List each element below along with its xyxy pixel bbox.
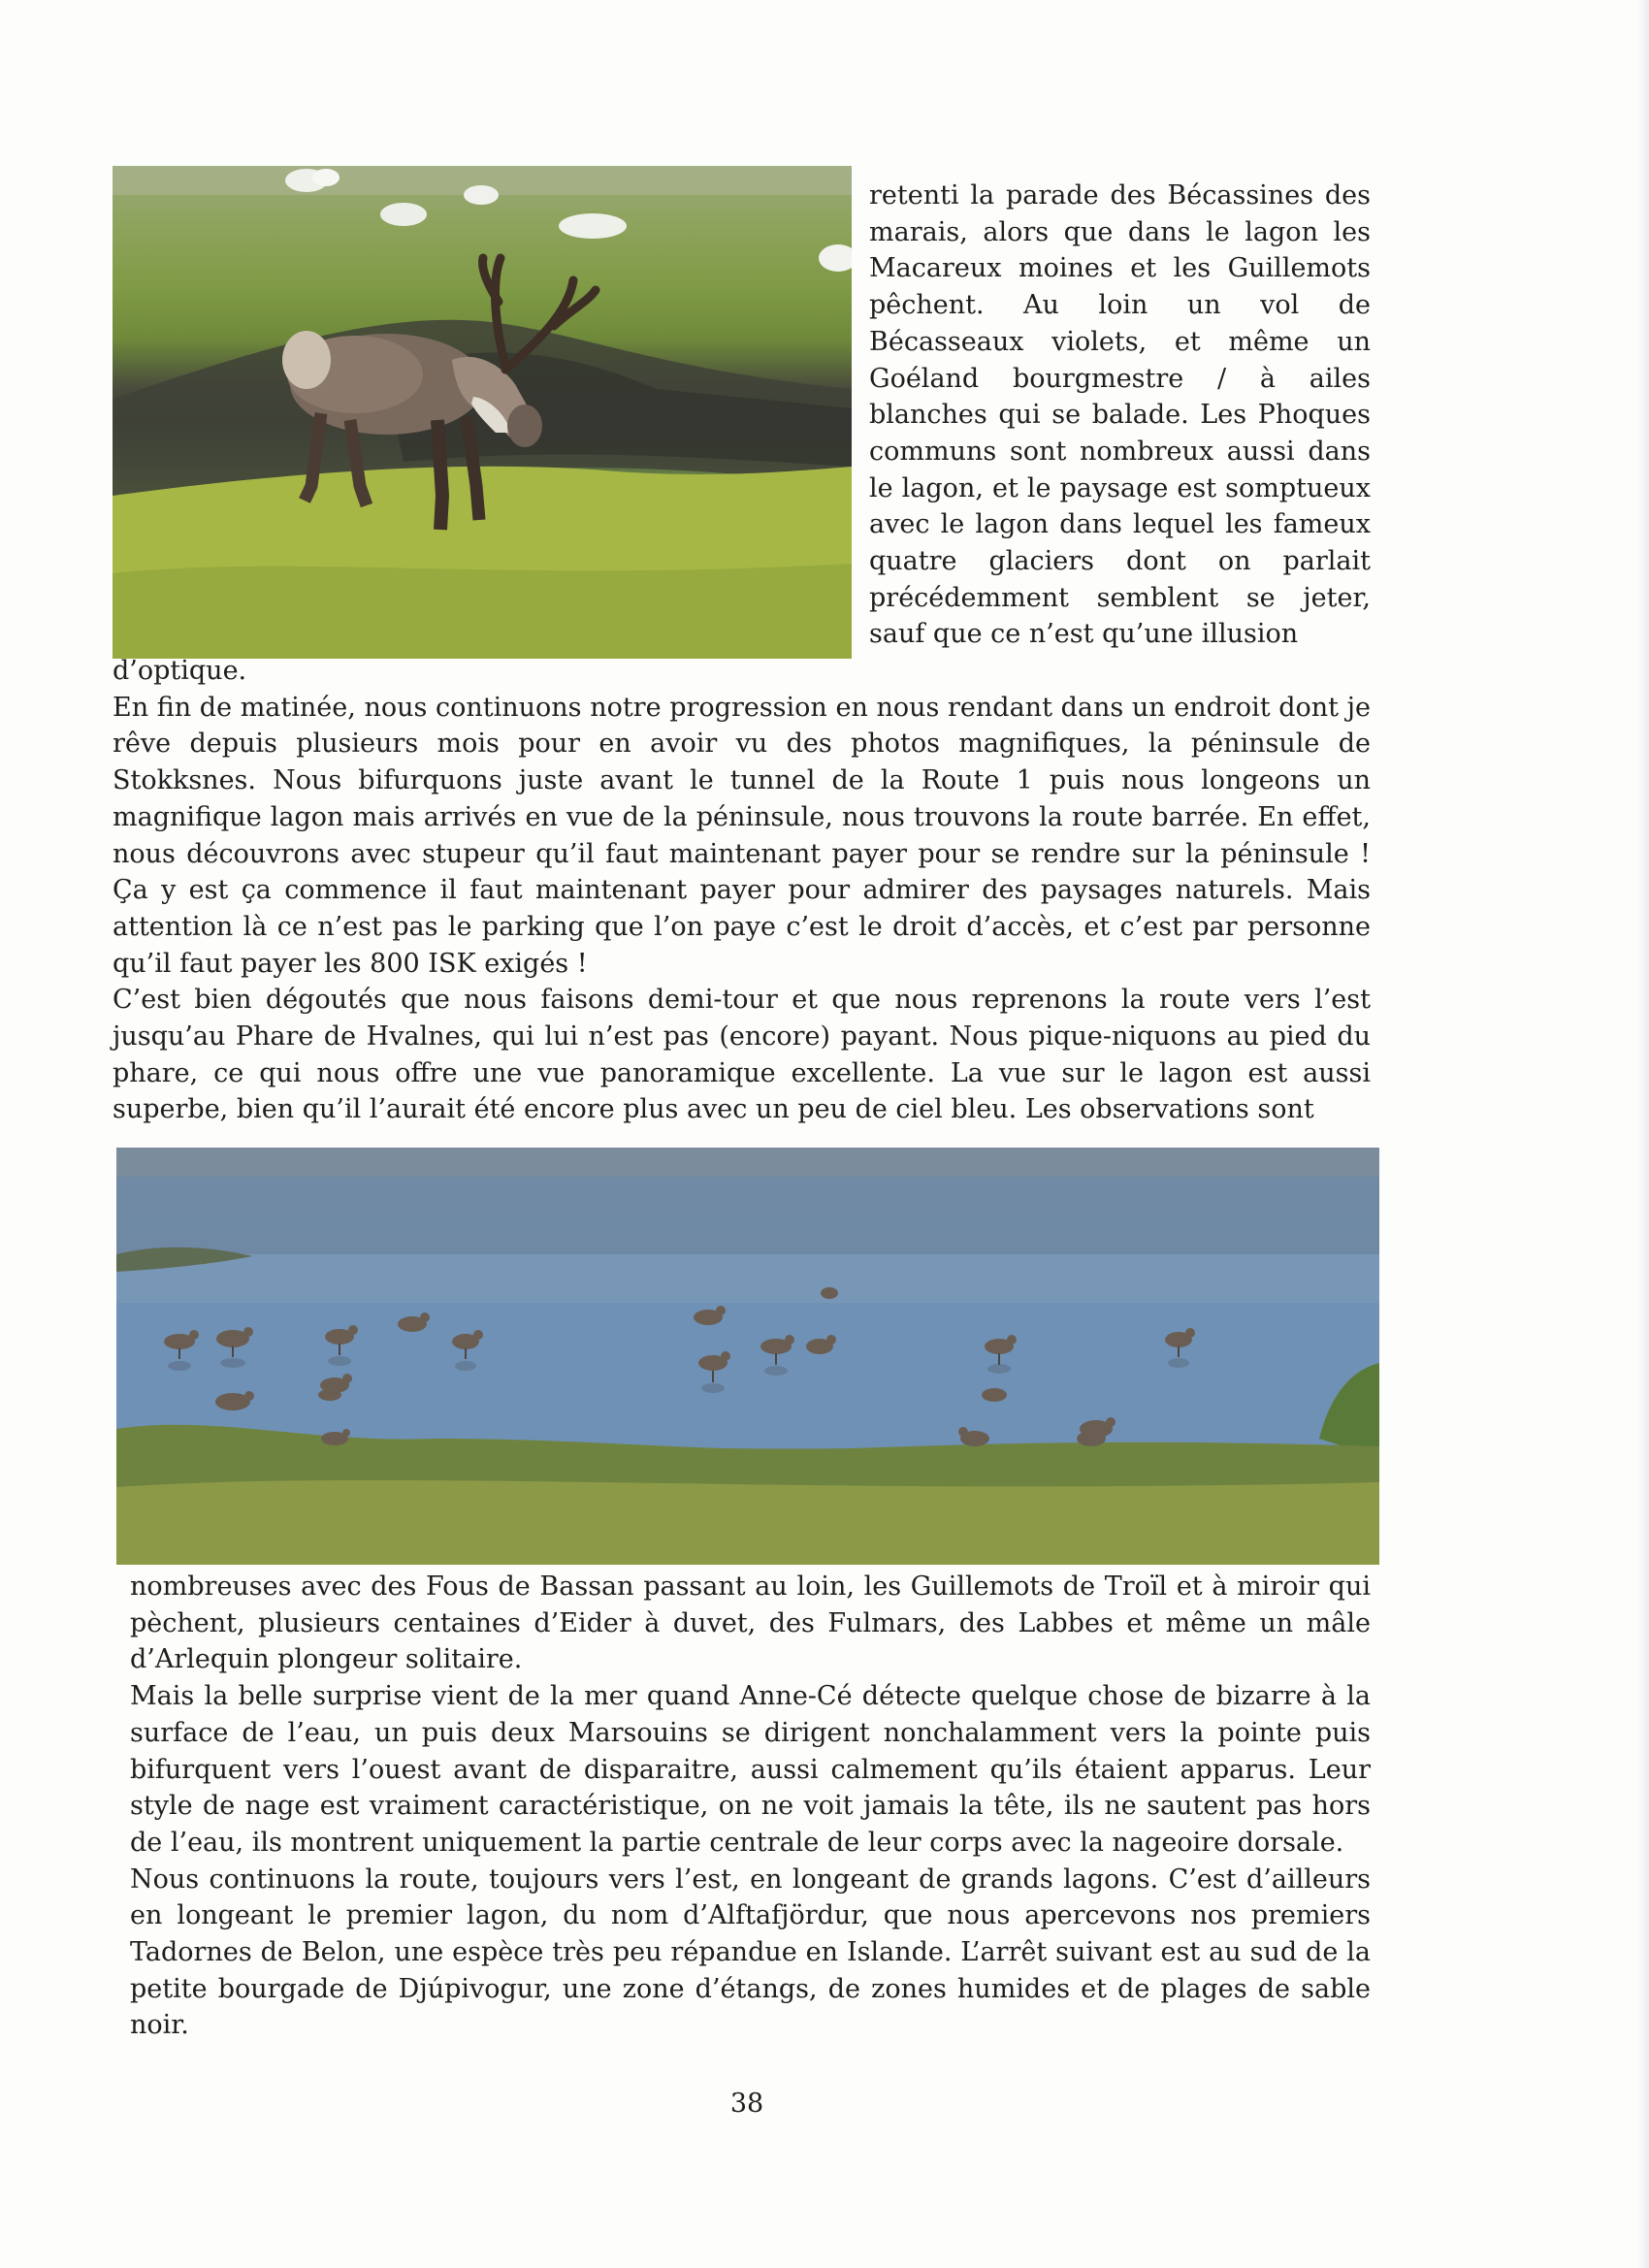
paragraph: Mais la belle surprise vient de la mer quand Anne-Cé détecte quelque chose de bizarre à la surface de l’eau, un puis deux Marsouins se dirigent nonchalamment vers la pointe puis bifurquent vers l’ouest avant de disparaitre, aussi calmement qu’ils étaient apparus. Leur style de nage est vraiment caractéristique, on ne voit jamais la tête, ils ne sautent pas hors de l’eau, ils montrent uniquement la partie centrale de leur corps avec la nageoire dorsale. xyxy=(130,1681,1371,1858)
bird xyxy=(821,1287,838,1299)
hay-bale xyxy=(380,203,427,226)
paragraph: Nous continuons la route, toujours vers l’est, en longeant de grands lagons. C’est d’ailleurs en longeant le premier lagon, du nom d’Alftafjördur, que nous apercevons nos premiers Tadornes de Belon, une espèce très peu répandue en Islande. L’arrêt suivant est au sud de la petite bourgade de Djúpivogur, une zone d’étangs, de zones humides et de plages de sable noir. xyxy=(130,1863,1371,2041)
reindeer-photo xyxy=(113,166,852,659)
paragraph: C’est bien dégoutés que nous faisons demi-tour et que nous reprenons la route vers l’est jusqu’au Phare de Hvalnes, qui lui n’est pas (encore) payant. Nous pique-niquons au pied du phare, ce qui nous offre une vue panoramique excellente. La vue sur le lagon est aussi superbe, bien qu’il l’aurait été encore plus avec un peu de ciel bleu. Les observations sont xyxy=(113,985,1371,1125)
page-number: 38 xyxy=(729,2089,764,2119)
bird xyxy=(982,1388,1007,1402)
paragraph: retenti la parade des Bécassines des marais, alors que dans le lagon les Macareux moines et les Guillemots pêchent. Au loin un vol de Bécasseaux violets, et même un Goéland bourgmestre / à ailes blanches qui se balade. Les Phoques communs sont nombreux aussi dans le lagon, et le paysage est somptueux avec le lagon dans lequel les fameux quatre glaciers dont on parlait précédemment semblent se jeter, sauf que ce n’est qu’une illusion xyxy=(869,180,1371,650)
hay-bale xyxy=(819,244,852,272)
paragraph: En fin de matinée, nous continuons notre progression en nous rendant dans un endroit dont je rêve depuis plusieurs mois pour en avoir vu des photos magnifiques, la péninsule de Stokksnes. Nous bifurquons juste avant le tunnel de la Route 1 puis nous longeons un magnifique lagon mais arrivés en vue de la péninsule, nous trouvons la route barrée. En effet, nous découvrons avec stupeur qu’il faut maintenant payer pour se rendre sur la péninsule ! Ça y est ça commence il faut maintenant payer pour admirer des paysages naturels. Mais attention là ce n’est pas le parking que l’on paye c’est le droit d’accès, et c’est par personne qu’il faut payer les 800 ISK exigés ! xyxy=(113,692,1371,979)
main-text-block-1 xyxy=(113,653,1371,1128)
reindeer-illustration xyxy=(113,166,852,659)
right-column-text xyxy=(869,178,1371,653)
hay-bale xyxy=(464,185,499,205)
waders-photo xyxy=(116,1148,1379,1565)
paragraph: nombreuses avec des Fous de Bassan passant au loin, les Guillemots de Troïl et à miroir qui pèchent, plusieurs centaines d’Eider à duvet, des Fulmars, des Labbes et même un mâle d’Arlequin plongeur solitaire. xyxy=(130,1571,1371,1675)
hay-bale xyxy=(559,213,627,239)
scan-edge xyxy=(1637,0,1649,2268)
bird xyxy=(318,1389,341,1401)
waders-illustration xyxy=(116,1148,1379,1565)
paragraph: d’optique. xyxy=(113,656,247,686)
bird xyxy=(1077,1431,1106,1446)
main-text-block-2 xyxy=(130,1569,1371,2044)
hay-bale xyxy=(312,169,340,186)
